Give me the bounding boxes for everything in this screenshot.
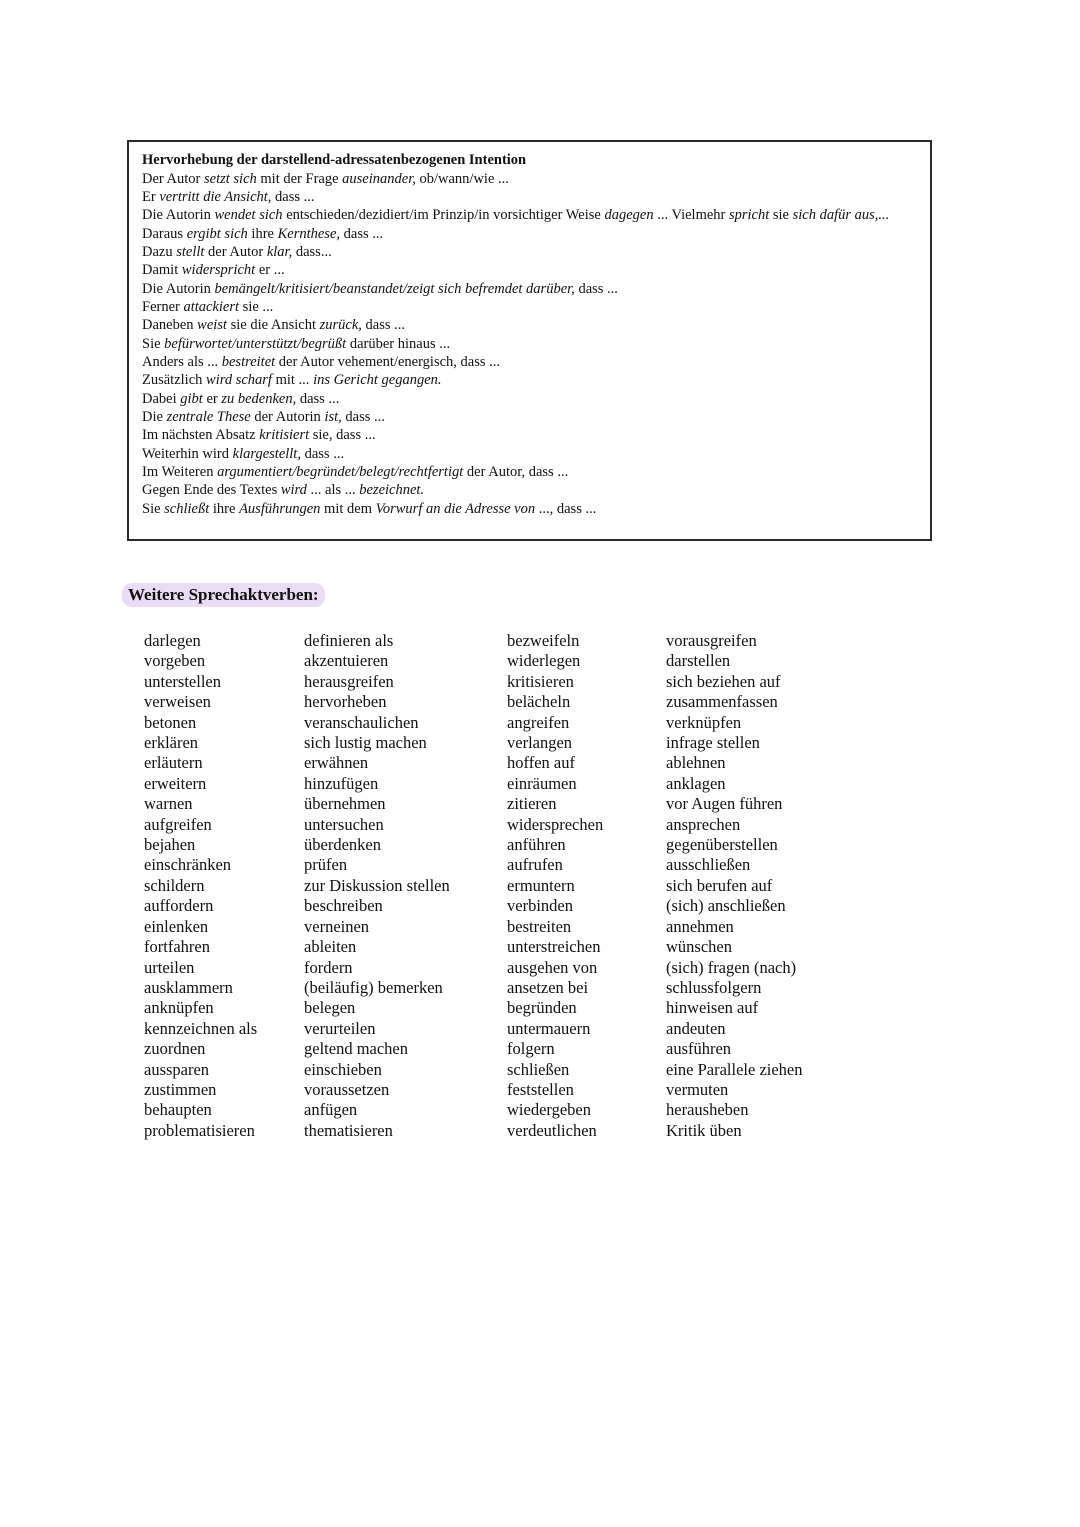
verb-item: eine Parallele ziehen	[666, 1059, 803, 1079]
phrase-keyword: stellt	[176, 243, 205, 260]
phrase-keyword: zu bedenken,	[221, 390, 297, 407]
phrase-text: Die Autorin	[142, 207, 215, 224]
verb-item: untersuchen	[304, 814, 384, 834]
phrase-line	[142, 335, 918, 353]
phrase-text: Weiterhin wird	[142, 445, 233, 462]
verb-item: einlenken	[144, 916, 209, 936]
phrase-keyword: bezeichnet.	[359, 482, 425, 499]
phrase-text: ... als ...	[306, 482, 360, 499]
verb-item: unterstreichen	[507, 937, 601, 957]
verb-item: wiedergeben	[507, 1100, 591, 1120]
phrase-keyword: bestreitet	[221, 353, 276, 370]
verb-item: einschränken	[144, 855, 232, 875]
verb-item: herausheben	[666, 1100, 749, 1120]
phrase-text: sie die Ansicht	[226, 317, 320, 334]
verb-item: aussparen	[144, 1059, 210, 1079]
verb-item: erklären	[144, 733, 199, 753]
phrase-text: ob/wann/wie ...	[415, 170, 509, 187]
verb-item: widersprechen	[507, 814, 604, 834]
phrase-keyword: ist,	[324, 408, 342, 425]
phrase-keyword: spricht	[728, 207, 770, 224]
verb-item: verneinen	[304, 916, 370, 936]
verb-item: hinzufügen	[304, 773, 379, 793]
phrase-text: der Autor, dass ...	[463, 464, 569, 480]
phrase-text: dass ...	[271, 188, 315, 205]
phrase-list	[142, 170, 918, 519]
phrase-text: Sie	[142, 335, 165, 352]
phrase-line	[142, 353, 918, 371]
phrase-line	[142, 170, 918, 188]
verb-item: beschreiben	[304, 896, 383, 916]
verb-item: zuordnen	[144, 1039, 206, 1059]
verb-column-1	[144, 631, 257, 1141]
verb-item: verdeutlichen	[507, 1120, 597, 1140]
phrase-keyword: argumentiert/begründet/belegt/rechtfertigt	[217, 464, 464, 480]
verb-item: anführen	[507, 835, 566, 855]
verb-item: zitieren	[507, 794, 557, 814]
phrase-line	[142, 261, 918, 279]
phrase-line	[142, 445, 918, 463]
verb-item: gegenüberstellen	[666, 835, 778, 855]
box-title: Hervorhebung der darstellend-adressatenbezogenen Intention	[142, 152, 527, 168]
verb-item: bejahen	[144, 835, 196, 855]
verb-item: bezweifeln	[507, 631, 580, 650]
verb-item: zusammenfassen	[666, 692, 778, 712]
phrase-text: der Autorin	[250, 408, 325, 425]
verb-item: vor Augen führen	[666, 794, 783, 814]
verb-item: (sich) anschließen	[666, 896, 786, 916]
verb-item: anklagen	[666, 773, 726, 793]
verb-item: verknüpfen	[666, 712, 742, 732]
verb-item: behaupten	[144, 1100, 212, 1120]
phrase-text: Die Autorin	[142, 280, 215, 297]
verb-item: verweisen	[144, 692, 211, 712]
verb-item: begründen	[507, 998, 577, 1018]
phrase-keyword: bemängelt/kritisiert/beanstandet/zeigt sich befremdet darüber,	[214, 280, 575, 297]
phrase-keyword: zentrale These	[166, 408, 251, 425]
verb-item: darlegen	[144, 631, 201, 650]
phrase-keyword: ergibt sich	[186, 225, 248, 242]
verb-item: angreifen	[507, 712, 570, 732]
verb-item: Kritik üben	[666, 1120, 742, 1140]
verb-item: vorgeben	[144, 651, 206, 671]
verb-item: prüfen	[304, 855, 348, 875]
phrase-line	[142, 225, 918, 243]
phrase-line	[142, 188, 918, 206]
verb-item: verbinden	[507, 896, 573, 916]
phrase-keyword: zurück,	[319, 317, 362, 334]
verb-item: verurteilen	[304, 1018, 376, 1038]
verb-item: sich beziehen auf	[666, 671, 781, 691]
verb-item: betonen	[144, 712, 197, 732]
phrase-line	[142, 481, 918, 499]
phrase-keyword: befürwortet/unterstützt/begrüßt	[164, 335, 347, 352]
phrase-text: ... Vielmehr	[653, 207, 729, 224]
verb-item: vermuten	[666, 1079, 729, 1099]
phrase-text: Dabei	[142, 390, 181, 407]
phrase-keyword: wird	[280, 482, 307, 499]
phrase-text: Im nächsten Absatz	[142, 427, 260, 444]
verb-item: einräumen	[507, 773, 577, 793]
phrase-keyword: schließt	[164, 500, 210, 517]
verb-item: überdenken	[304, 835, 381, 855]
verb-item: ausklammern	[144, 977, 233, 997]
phrase-text: Daneben	[142, 317, 198, 334]
phrase-text: Sie	[142, 500, 165, 517]
verb-item: warnen	[144, 794, 193, 814]
verb-item: widerlegen	[507, 651, 581, 671]
verb-item: thematisieren	[304, 1120, 393, 1140]
phrase-text: er	[202, 390, 222, 407]
verb-item: feststellen	[507, 1079, 574, 1099]
phrase-text: der Autor	[204, 243, 267, 260]
phrase-text: Daraus	[142, 225, 187, 242]
verb-item: schildern	[144, 875, 205, 895]
verb-item: zustimmen	[144, 1079, 217, 1099]
verb-item: belächeln	[507, 692, 571, 712]
verb-item: annehmen	[666, 916, 734, 936]
verb-item: übernehmen	[304, 794, 386, 814]
phrase-text: Anders als ...	[142, 353, 222, 370]
phrase-text: dass ...	[574, 280, 618, 297]
verb-item: (sich) fragen (nach)	[666, 957, 797, 977]
phrase-text: ihre	[209, 500, 240, 517]
phrase-line	[142, 426, 918, 444]
phrase-line	[142, 371, 918, 389]
verb-item: erwähnen	[304, 753, 369, 773]
phrase-line	[142, 280, 918, 298]
verb-item: ausführen	[666, 1039, 732, 1059]
phrase-keyword: klargestellt,	[232, 445, 301, 462]
phrase-line	[142, 408, 918, 426]
verb-item: fordern	[304, 957, 353, 977]
phrase-text: dass ...	[340, 225, 384, 242]
verb-item: erläutern	[144, 753, 203, 773]
phrase-line	[142, 316, 918, 334]
verb-item: schlussfolgern	[666, 977, 762, 997]
verb-item: unterstellen	[144, 671, 221, 691]
verb-item: aufrufen	[507, 855, 563, 875]
phrase-text: dass ...	[361, 317, 406, 334]
phrase-text: dass ...	[341, 408, 385, 425]
verbs-heading: Weitere Sprechaktverben:	[122, 583, 325, 607]
phrase-line	[142, 206, 918, 224]
phrase-text: sie ...	[239, 298, 274, 315]
phrase-keyword: ins Gericht gegangen.	[313, 372, 442, 389]
phrase-text: dass ...	[300, 445, 345, 462]
verb-item: akzentuieren	[304, 651, 389, 671]
phrase-keyword: Kernthese,	[277, 225, 341, 242]
phrase-keyword: gibt	[180, 390, 203, 407]
verb-item: sich berufen auf	[666, 875, 773, 895]
phrase-text: ..., dass ...	[535, 500, 597, 517]
verb-item: vorausgreifen	[666, 631, 757, 650]
verb-item: folgern	[507, 1039, 555, 1059]
phrase-text: der Autor vehement/energisch, dass ...	[275, 353, 500, 370]
phrase-keyword: Vorwurf an die Adresse von	[375, 500, 536, 517]
verb-item: problematisieren	[144, 1120, 255, 1140]
phrase-line	[142, 243, 918, 261]
verb-item: einschieben	[304, 1059, 382, 1079]
verb-item: kritisieren	[507, 671, 574, 691]
verb-item: definieren als	[304, 631, 394, 650]
phrase-keyword: Ausführungen	[239, 500, 321, 517]
phrase-text: ihre	[247, 225, 278, 242]
verb-item: ausgehen von	[507, 957, 598, 977]
phrase-text: mit der Frage	[256, 170, 343, 187]
verb-item: zur Diskussion stellen	[304, 875, 450, 895]
verb-item: ansetzen bei	[507, 977, 589, 997]
phrase-text: Der Autor	[142, 170, 205, 187]
verb-item: infrage stellen	[666, 733, 760, 753]
verb-item: darstellen	[666, 651, 731, 671]
verb-item: ermuntern	[507, 875, 575, 895]
phrase-keyword: weist	[197, 317, 227, 334]
phrase-text: dass ...	[296, 390, 340, 407]
verb-item: verlangen	[507, 733, 573, 753]
phrase-keyword: kritisiert	[259, 427, 310, 444]
verb-item: anfügen	[304, 1100, 358, 1120]
verb-item: belegen	[304, 998, 356, 1018]
phrase-keyword: wendet sich	[214, 207, 283, 224]
phrase-keyword: wird scharf	[206, 372, 272, 389]
verb-item: herausgreifen	[304, 671, 394, 691]
verb-item: geltend machen	[304, 1039, 408, 1059]
phrase-text: er ...	[255, 262, 285, 279]
verb-item: aufgreifen	[144, 814, 212, 834]
phrase-text: Dazu	[142, 243, 177, 260]
verb-item: untermauern	[507, 1018, 591, 1038]
verb-item: fortfahren	[144, 937, 210, 957]
verb-column-3	[507, 631, 603, 1141]
phrase-text: Damit	[142, 262, 182, 279]
verb-item: urteilen	[144, 957, 195, 977]
verb-item: voraussetzen	[304, 1079, 390, 1099]
verb-item: (beiläufig) bemerken	[304, 977, 443, 997]
phrase-line	[142, 463, 918, 481]
phrase-line	[142, 500, 918, 518]
verb-item: andeuten	[666, 1018, 726, 1038]
phrase-text: mit dem	[320, 500, 376, 517]
phrase-text: dass...	[292, 243, 332, 260]
phrase-text: Er	[142, 188, 160, 205]
verb-column-2	[304, 631, 450, 1141]
verb-item: anknüpfen	[144, 998, 214, 1018]
verb-item: hoffen auf	[507, 753, 575, 773]
phrase-text: Ferner	[142, 298, 184, 315]
phrase-text: mit ...	[271, 372, 314, 389]
phrase-text: Die	[142, 408, 167, 425]
phrase-line	[142, 298, 918, 316]
intention-phrases-box	[127, 140, 932, 541]
verb-item: ablehnen	[666, 753, 726, 773]
verb-item: ansprechen	[666, 814, 741, 834]
phrase-text: sie	[769, 207, 793, 224]
verb-item: hervorheben	[304, 692, 387, 712]
verb-item: auffordern	[144, 896, 214, 916]
verb-item: hinweisen auf	[666, 998, 759, 1018]
phrase-keyword: sich dafür aus,...	[792, 207, 890, 224]
phrase-text: Zusätzlich	[142, 372, 207, 389]
verb-item: erweitern	[144, 773, 207, 793]
phrase-text: Gegen Ende des Textes	[142, 482, 281, 499]
phrase-line	[142, 390, 918, 408]
verb-item: wünschen	[666, 937, 732, 957]
phrase-keyword: attackiert	[183, 298, 240, 315]
verb-item: schließen	[507, 1059, 570, 1079]
verb-item: veranschaulichen	[304, 712, 419, 732]
phrase-keyword: dagegen	[604, 207, 654, 224]
verb-column-4	[666, 631, 803, 1141]
phrase-keyword: widerspricht	[181, 262, 256, 279]
verb-item: kennzeichnen als	[144, 1018, 258, 1038]
phrase-keyword: vertritt die Ansicht,	[159, 188, 272, 205]
verb-item: sich lustig machen	[304, 733, 427, 753]
phrase-text: darüber hinaus ...	[346, 335, 451, 352]
phrase-text: sie, dass ...	[309, 427, 376, 444]
phrase-keyword: auseinander,	[342, 170, 416, 187]
verb-item: ableiten	[304, 937, 357, 957]
phrase-text: entschieden/dezidiert/im Prinzip/in vorsichtiger Weise	[282, 207, 605, 224]
verb-item: ausschließen	[666, 855, 751, 875]
phrase-keyword: setzt sich	[204, 170, 257, 187]
verb-item: bestreiten	[507, 916, 572, 936]
phrase-keyword: klar,	[266, 243, 293, 260]
phrase-text: Im Weiteren	[142, 464, 218, 480]
